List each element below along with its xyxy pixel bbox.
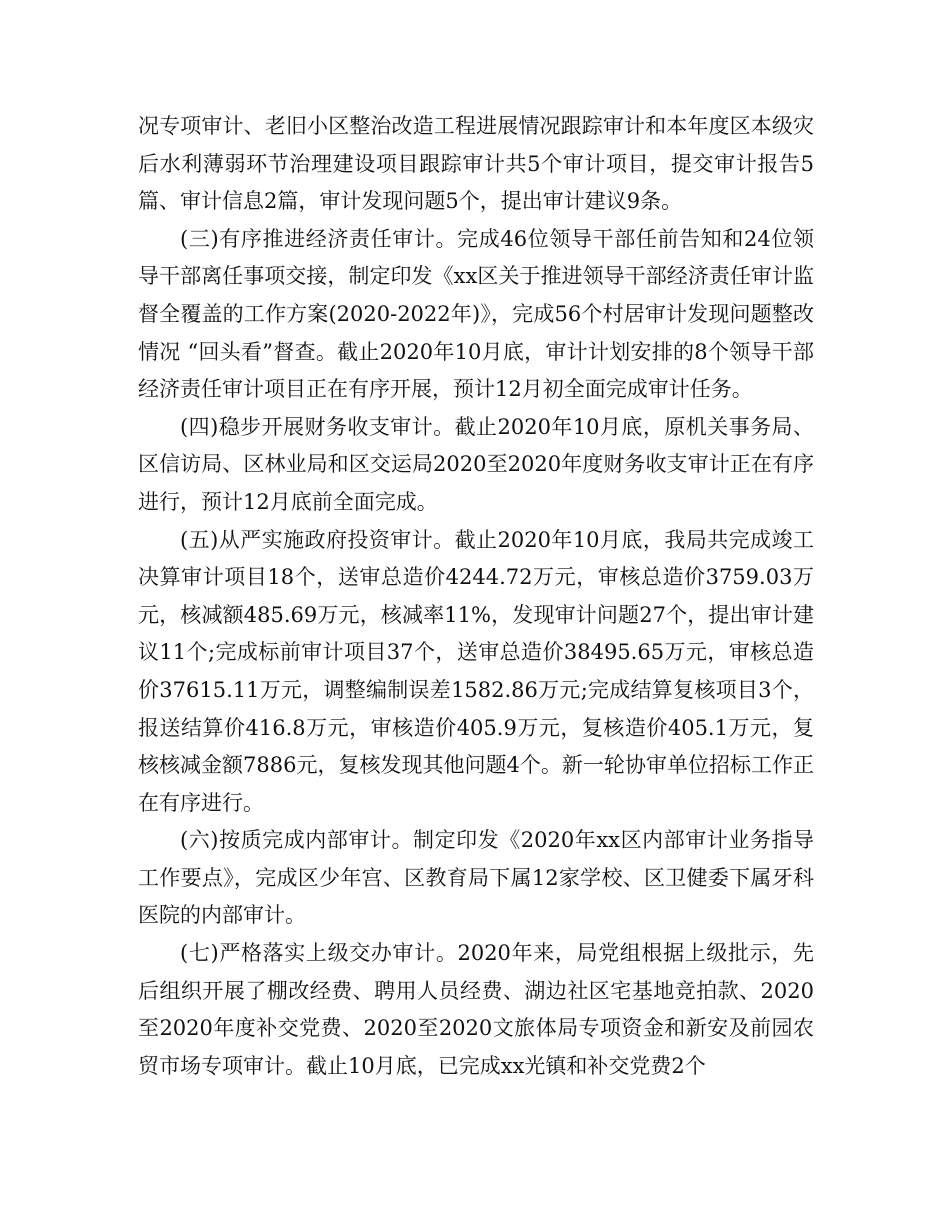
- paragraph-internal-audit: (六)按质完成内部审计。制定印发《2020年xx区内部审计业务指导工作要点》，完成区少年宫、区教育局下属12家学校、区卫健委下属牙科医院的内部审计。: [138, 828, 814, 928]
- paragraph-continuation: 况专项审计、老旧小区整治改造工程进展情况跟踪审计和本年度区本级灾后水利薄弱环节治理建设项目跟踪审计共5个审计项目，提交审计报告5篇、审计信息2篇，审计发现问题5个，提出审计建议9条。: [138, 114, 814, 214]
- paragraph-economic-responsibility-audit: (三)有序推进经济责任审计。完成46位领导干部任前告知和24位领导干部离任事项交接，制定印发《xx区关于推进领导干部经济责任审计监督全覆盖的工作方案(2020-2022年)》，完成56个村居审计发现问题整改情况 “回头看”督查。截止2020年10月底，审计计划安排的8个领导干部经济责任审计项目正在有序开展，预计12月初全面完成审计任务。: [138, 226, 814, 402]
- document-body: [138, 108, 814, 1085]
- paragraph-financial-audit: (四)稳步开展财务收支审计。截止2020年10月底，原机关事务局、区信访局、区林业局和区交运局2020至2020年度财务收支审计正在有序进行，预计12月底前全面完成。: [138, 414, 814, 514]
- paragraph-investment-audit: (五)从严实施政府投资审计。截止2020年10月底，我局共完成竣工决算审计项目18个，送审总造价4244.72万元，审核总造价3759.03万元，核减额485.69万元，核减率11%，发现审计问题27个，提出审计建议11个;完成标前审计项目37个，送审总造价38495.65万元，审核总造价37615.11万元，调整编制误差1582.86万元;完成结算复核项目3个，报送结算价416.8万元，审核造价405.9万元，复核造价405.1万元，复核核减金额7886元，复核发现其他问题4个。新一轮协审单位招标工作正在有序进行。: [138, 527, 814, 815]
- paragraph-assigned-audit: (七)严格落实上级交办审计。2020年来，局党组根据上级批示，先后组织开展了棚改经费、聘用人员经费、湖边社区宅基地竞拍款、2020至2020年度补交党费、2020至2020文旅体局专项资金和新安及前园农贸市场专项审计。截止10月底，已完成xx光镇和补交党费2个: [138, 941, 814, 1078]
